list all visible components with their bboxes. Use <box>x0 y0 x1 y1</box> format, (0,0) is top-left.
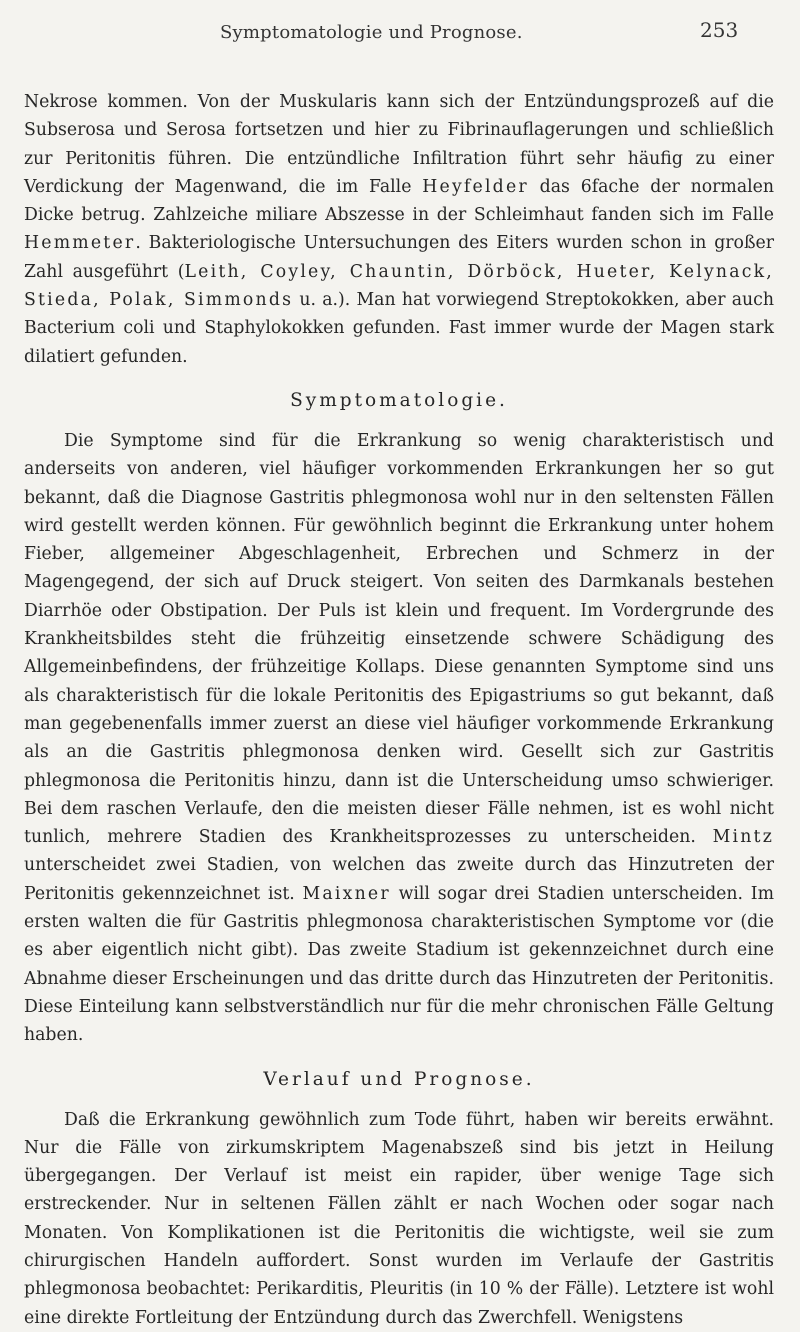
text-run: unterscheidet zwei Stadien, von welchen das zweite durch das Hinzutreten der Peritonitis gekennzeichnet ist. <box>24 855 774 904</box>
paragraph-symptoms <box>24 427 774 1050</box>
text-run: Die Symptome sind für die Erkrankung so wenig charakteristisch und anderseits von anderen, viel häufiger vorkommenden Erkrankungen her so gut bekannt, daß die Diagnose Gastritis phlegmonosa wohl nur in den seltensten Fällen wird gestellt werden können. Für gewöhnlich beginnt die Erkrankung unter hohem Fieber, allgemeiner Abgeschlagenheit, Erbrechen und Schmerz in der Magengegend, der sich auf Druck steigert. Von seiten des Darmkanals bestehen Diarrhöe oder Obstipation. Der Puls ist klein und frequent. Im Vordergrunde des Krankheitsbildes steht die frühzeitig einsetzende schwere Schädigung des Allgemeinbefindens, der frühzeitige Kollaps. Diese genannten Symptome sind uns als charakteristisch für die lokale Peritonitis des Epigastriums so gut bekannt, daß man gegebenenfalls immer zuerst an diese viel häufiger vorkommende Erkrankung als an die Gastritis phlegmonosa denken wird. Gesellt sich zur Gastritis phlegmonosa die Peritonitis hinzu, dann ist die Unterscheidung umso schwieriger. Bei dem raschen Verlaufe, den die meisten dieser Fälle nehmen, ist es wohl nicht tunlich, mehrere Stadien des Krankheitsprozesses zu unterscheiden. <box>24 430 774 848</box>
section-heading-symptomatology: Symptomatologie. <box>290 389 508 411</box>
text-run: u. a.). Man hat vorwiegend Streptokokken, aber auch Bacterium coli und Staphylokokken gefunden. Fast immer wurde der Magen stark dilatiert gefunden. <box>24 290 774 367</box>
paragraph-prognosis <box>24 1106 774 1332</box>
author-names: Leith, Coyley, Chauntin, Dörböck, Hueter, Kelynack, Stieda, Polak, Simmonds <box>24 261 774 311</box>
text-run: Nekrose kommen. Von der Muskularis kann sich der Entzündungsprozeß auf die Subserosa und Serosa fortsetzen und hier zu Fibrinauflagerungen und schließlich zur Peritonitis führen. Die entzündliche Infiltration führt sehr häufig zu einer Verdickung der Magenwand, die im Falle <box>24 92 774 197</box>
author-name: Mintz <box>712 827 774 848</box>
running-head <box>0 14 800 54</box>
text-body <box>24 88 774 1332</box>
author-name: Heyfelder <box>422 176 529 197</box>
running-title: Symptomatologie und Prognose. <box>220 22 523 43</box>
text-run: das 6fache der normalen Dicke betrug. Zahlzeiche miliare Abszesse in der Schleimhaut fanden sich im Falle <box>24 176 775 226</box>
page-number: 253 <box>700 18 739 42</box>
section-heading-course-prognosis: Verlauf und Prognose. <box>263 1068 535 1090</box>
text-run: will sogar drei Stadien unterscheiden. Im ersten walten die für Gastritis phlegmonosa charakteristischen Symptome vor (die es aber eigentlich nicht gibt). Das zweite Stadium ist gekennzeichnet durch eine Abnahme dieser Erscheinungen und das dritte durch das Hinzutreten der Peritonitis. Diese Einteilung kann selbstverständlich nur für die mehr chronischen Fälle Geltung haben. <box>24 883 774 1046</box>
text-run: . Bakteriologische Untersuchungen des Eiters wurden schon in großer Zahl ausgeführt ( <box>24 233 774 282</box>
paragraph-pathology <box>24 88 774 371</box>
author-name: Maixner <box>302 883 391 904</box>
author-name: Hemmeter <box>24 233 136 254</box>
text-run: Daß die Erkrankung gewöhnlich zum Tode führt, haben wir bereits erwähnt. Nur die Fälle von zirkumskriptem Magenabszeß sind bis jetzt in Heilung übergegangen. Der Verlauf ist meist ein rapider, über wenige Tage sich erstreckender. Nur in seltenen Fällen zählt er nach Wochen oder sogar nach Monaten. Von Komplikationen ist die Peritonitis die wichtigste, weil sie zum chirurgischen Handeln auffordert. Sonst wurden im Verlaufe der Gastritis phlegmonosa beobachtet: Perikarditis, Pleuritis (in 10 % der Fälle). Letztere ist wohl eine direkte Fortleitung der Entzündung durch das Zwerchfell. Wenigstens <box>24 1109 774 1328</box>
